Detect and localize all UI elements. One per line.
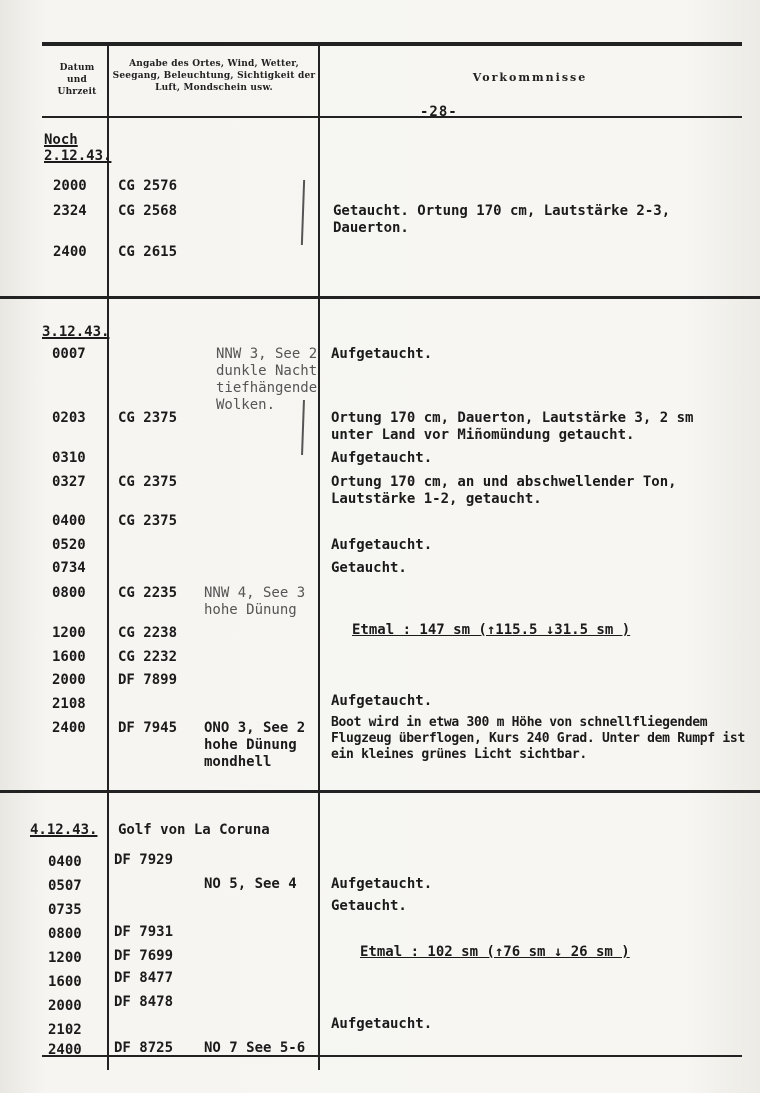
column-divider-2 (318, 44, 320, 1070)
entry-time: 0800 (48, 926, 82, 942)
entry-position: DF 7945 (118, 720, 178, 736)
entry-time: 0734 (52, 560, 86, 576)
entry-weather: NO 7 See 5-6 (204, 1040, 306, 1056)
entry-position: CG 2235 (118, 585, 178, 601)
entry-position: CG 2576 (118, 178, 178, 194)
entry-position: CG 2615 (118, 244, 178, 260)
entry-time: 1600 (52, 649, 86, 665)
entry-position: CG 2375 (118, 513, 178, 529)
entry-event: Getaucht. (331, 560, 407, 576)
entry-event: Getaucht. Ortung 170 cm, Lautstärke 2-3, Dauerton. (333, 203, 671, 236)
entry-position: CG 2568 (118, 203, 178, 219)
entry-weather: ONO 3, See 2 hohe Dünung mondhell (204, 720, 306, 770)
entry-position: DF 7931 (114, 924, 174, 940)
entry-event: Aufgetaucht. (331, 876, 433, 892)
entry-position: DF 8477 (114, 970, 174, 986)
entry-time: 0203 (52, 410, 86, 426)
entry-position: DF 8478 (114, 994, 174, 1010)
entry-weather: NO 5, See 4 (204, 876, 297, 892)
header-rule (42, 116, 742, 118)
etmal-entry: Etmal : 147 sm (↑115.5 ↓31.5 sm ) (352, 622, 631, 638)
entry-time: 0520 (52, 537, 86, 553)
entry-event: Aufgetaucht. (331, 1016, 433, 1032)
pencil-mark (301, 180, 305, 245)
entry-time: 0007 (52, 346, 86, 362)
entry-weather: NNW 4, See 3 hohe Dünung (204, 585, 306, 618)
top-rule (42, 42, 742, 46)
entry-position: DF 8725 (114, 1040, 174, 1056)
section-date: 4.12.43. (30, 822, 98, 838)
entry-time: 0400 (48, 854, 82, 870)
entry-time: 2400 (53, 244, 87, 260)
entry-time: 0327 (52, 474, 86, 490)
entry-time: 2102 (48, 1022, 82, 1038)
entry-position: CG 2375 (118, 410, 178, 426)
entry-time: 0800 (52, 585, 86, 601)
entry-position: DF 7929 (114, 852, 174, 868)
entry-event: Boot wird in etwa 300 m Höhe von schnellfliegendem Flugzeug überflogen, Kurs 240 Grad. Unter dem Rumpf ist ein kleines grünes Licht sichtbar. (331, 715, 745, 762)
header-date-time: Datum und Uhrzeit (57, 63, 97, 97)
header-location-weather: Angabe des Ortes, Wind, Wetter, Seegang, Beleuchtung, Sichtigkeit der Luft, Mondschein usw. (112, 59, 316, 93)
entry-position: CG 2232 (118, 649, 178, 665)
entry-position: CG 2238 (118, 625, 178, 641)
entry-time: 1200 (48, 950, 82, 966)
entry-time: 0507 (48, 878, 82, 894)
entry-time: 2324 (53, 203, 87, 219)
entry-time: 2000 (53, 178, 87, 194)
entry-event: Ortung 170 cm, an und abschwellender Ton, Lautstärke 1-2, getaucht. (331, 474, 677, 507)
entry-position: DF 7899 (118, 672, 178, 688)
entry-time: 2108 (52, 696, 86, 712)
entry-time: 2400 (52, 720, 86, 736)
entry-time: 2000 (48, 998, 82, 1014)
section-date: 3.12.43. (42, 324, 110, 340)
etmal-entry: Etmal : 102 sm (↑76 sm ↓ 26 sm ) (360, 944, 630, 960)
entry-position: CG 2375 (118, 474, 178, 490)
entry-time: 1200 (52, 625, 86, 641)
section-place: Golf von La Coruna (118, 822, 270, 838)
section-divider-1 (0, 296, 760, 299)
entry-time: 2400 (48, 1042, 82, 1058)
header-events: Vorkommnisse (472, 71, 588, 84)
entry-event: Aufgetaucht. (331, 346, 433, 362)
entry-time: 1600 (48, 974, 82, 990)
column-divider-1 (107, 44, 109, 1070)
entry-time: 2000 (52, 672, 86, 688)
page-number: -28- (420, 104, 458, 120)
entry-time: 0310 (52, 450, 86, 466)
section-divider-2 (0, 790, 760, 793)
entry-event: Ortung 170 cm, Dauerton, Lautstärke 3, 2 sm unter Land vor Miñomündung getaucht. (331, 410, 694, 443)
section-date: Noch 2.12.43. (44, 132, 112, 164)
entry-time: 0735 (48, 902, 82, 918)
entry-event: Aufgetaucht. (331, 693, 433, 709)
entry-weather: NNW 3, See 2 dunkle Nacht tiefhängende Wolken. (216, 346, 318, 413)
entry-event: Aufgetaucht. (331, 450, 433, 466)
entry-time: 0400 (52, 513, 86, 529)
entry-position: DF 7699 (114, 948, 174, 964)
entry-event: Getaucht. (331, 898, 407, 914)
entry-event: Aufgetaucht. (331, 537, 433, 553)
